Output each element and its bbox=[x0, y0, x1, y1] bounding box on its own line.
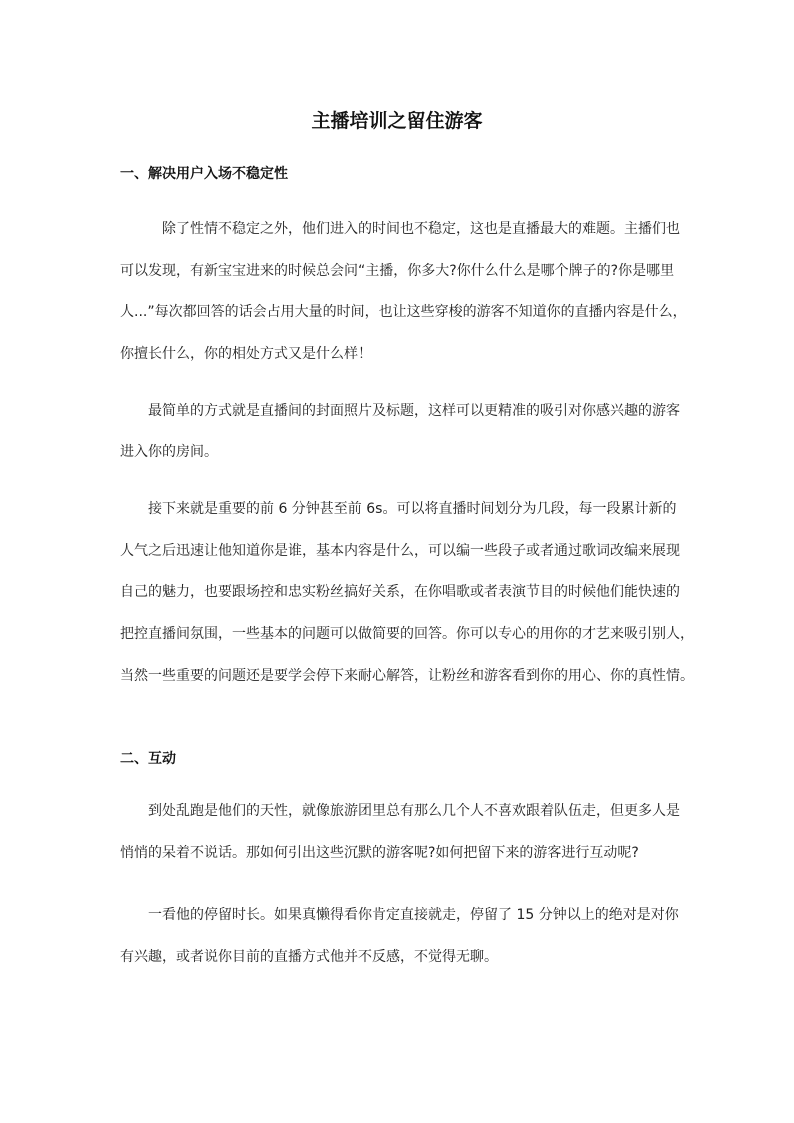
paragraph-line: 接下来就是重要的前 6 分钟甚至前 6s。可以将直播时间划分为几段，每一段累计新的 bbox=[148, 501, 677, 517]
paragraph-line: 一看他的停留时长。如果真懒得看你肯定直接就走，停留了 15 分钟以上的绝对是对你 bbox=[148, 907, 679, 923]
paragraph-line: 把控直播间氛围，一些基本的问题可以做简要的回答。你可以专心的用你的才艺来吸引别人， bbox=[120, 626, 694, 642]
section-heading-2: 二、互动 bbox=[120, 751, 176, 767]
paragraph-line: 你擅长什么，你的相处方式又是什么样！ bbox=[120, 346, 372, 362]
paragraph-line: 最简单的方式就是直播间的封面照片及标题，这样可以更精准的吸引对你感兴趣的游客 bbox=[148, 403, 680, 419]
paragraph-line: 人气之后迅速让他知道你是谁，基本内容是什么，可以编一些段子或者通过歌词改编来展现 bbox=[120, 543, 680, 559]
paragraph-line: 可以发现，有新宝宝进来的时候总会问“主播，你多大?你什么什么是哪个牌子的?你是哪里 bbox=[120, 263, 675, 279]
paragraph-line: 进入你的房间。 bbox=[120, 444, 218, 460]
section-heading-1: 一、解决用户入场不稳定性 bbox=[120, 166, 288, 182]
paragraph-line: 自己的魅力，也要跟场控和忠实粉丝搞好关系，在你唱歌或者表演节目的时候他们能快速的 bbox=[120, 584, 680, 600]
paragraph-line: 有兴趣，或者说你目前的直播方式他并不反感，不觉得无聊。 bbox=[120, 949, 498, 965]
paragraph-line: 悄悄的呆着不说话。那如何引出这些沉默的游客呢?如何把留下来的游客进行互动呢? bbox=[120, 845, 639, 861]
document-title: 主播培训之留住游客 bbox=[311, 110, 483, 132]
paragraph-line: 当然一些重要的问题还是要学会停下来耐心解答，让粉丝和游客看到你的用心、你的真性情。 bbox=[120, 668, 694, 684]
paragraph-line: 除了性情不稳定之外，他们进入的时间也不稳定，这也是直播最大的难题。主播们也 bbox=[162, 221, 680, 237]
paragraph-line: 到处乱跑是他们的天性，就像旅游团里总有那么几个人不喜欢跟着队伍走，但更多人是 bbox=[148, 803, 680, 819]
paragraph-line: 人...”每次都回答的话会占用大量的时间，也让这些穿梭的游客不知道你的直播内容是什么， bbox=[120, 304, 687, 320]
